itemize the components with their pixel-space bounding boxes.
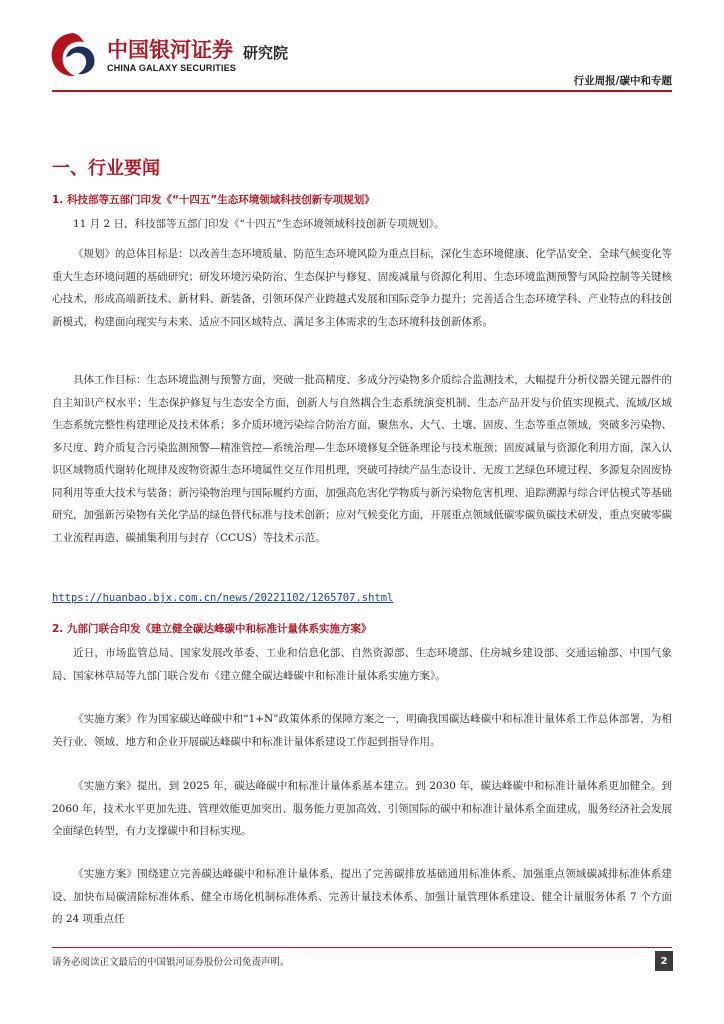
brand-name-en: CHINA GALAXY SECURITIES (107, 63, 237, 73)
news-paragraph: 《实施方案》作为国家碳达峰碳中和“1+N”政策体系的保障方案之一，明确我国碳达峰碳中和标准计量体系工作总体部署，为相关行业、领域、地方和企业开展碳达峰碳中和标准计量体系建设工作起到指导作用。 (52, 713, 672, 748)
header-divider (52, 90, 672, 92)
news-item-title: 1. 科技部等五部门印发《“十四五”生态环境领域科技创新专项规划》 (52, 194, 375, 206)
footer-divider (52, 947, 672, 948)
section-title: 一、行业要闻 (52, 158, 160, 179)
report-type-label: 行业周报/碳中和专题 (573, 75, 672, 87)
page-number: 2 (655, 951, 673, 971)
news-paragraph: 《实施方案》围绕建立完善碳达峰碳中和标准计量体系，提出了完善碳排放基础通用标准体系、加强重点领域碳减排标准体系建设、加快布局碳清除标准体系、健全市场化机制标准体系、完善计量技术体系、加强计量管理体系建设、健全计量服务体系 7 个方面的 24 项重点任 (52, 868, 672, 925)
news-item-title: 2. 九部门联合印发《建立健全碳达峰碳中和标准计量体系实施方案》 (52, 623, 372, 635)
news-paragraph: 具体工作目标：生态环境监测与预警方面，突破一批高精度、多成分污染物多介质综合监测技术，大幅提升分析仪器关键元器件的自主知识产权水平；生态保护修复与生态安全方面，创新人与自然耦合生态系统演变机制、生态产品开发与价值实现模式、流域/区域生态系统完整性构建理论及技术体系；多介质环境污染综合防治方面，聚焦水、大气、土壤、固废、生态等重点领域，突破多污染物、多尺度、跨介质复合污染监测预警—精准管控—系统治理—生态环境修复全链条理论与技术瓶颈；固废减量与资源化利用方面，深入认识区域物质代谢转化规律及废物资源生态环境属性交互作用机理，突破可持续产品生态设计、无废工艺绿色环境过程、多源复杂固废协同利用等重大技术与装备；新污染物治理与国际履约方面，加强高危害化学物质与新污染物危害机理、追踪溯源与综合评估模式等基础研究，加强新污染物有关化学品的绿色替代标准与技术创新；应对气候变化方面，开展重点领域低碳零碳负碳技术研发，重点突破零碳工业流程再造、碳捕集利用与封存（CCUS）等技术示范。 (52, 374, 672, 544)
news-paragraph: 11 月 2 日，科技部等五部门印发《“十四五”生态环境领域科技创新专项规划》。 (73, 218, 445, 230)
news-paragraph: 《实施方案》提出，到 2025 年，碳达峰碳中和标准计量体系基本建立。到 2030 年，碳达峰碳中和标准计量体系更加健全。到 2060 年，技术水平更加先进、管理效能更加突出、服务能力更加高效、引领国际的碳中和标准计量体系全面建成，服务经济社会发展全面绿色转型，有力支撑碳中和目标实现。 (52, 780, 672, 837)
news-paragraph: 近日，市场监管总局、国家发展改革委、工业和信息化部、自然资源部、生态环境部、住房城乡建设部、交通运输部、中国气象局、国家林草局等九部门联合发布《建立健全碳达峰碳中和标准计量体系实施方案》。 (52, 647, 672, 682)
news-paragraph: 《规划》的总体目标是：以改善生态环境质量、防范生态环境风险为重点目标，深化生态环境健康、化学品安全、全球气候变化等重大生态环境问题的基础研究；研发环境污染防治、生态保护与修复、固废减量与资源化利用、生态环境监测预警与风险控制等关键核心技术，形成高端新技术、新材料、新装备，引领环保产业跨越式发展和国际竞争力提升；完善适合生态环境学科、产业特点的科技创新模式，构建面向现实与未来、适应不同区域特点、满足多主体需求的生态环境科技创新体系。 (52, 248, 672, 328)
source-link[interactable]: https://huanbao.bjx.com.cn/news/20221102/1265707.shtml (52, 592, 394, 604)
brand-name-cn: 中国银河证券 (107, 38, 233, 62)
page-header (0, 0, 724, 92)
galaxy-logo-icon (48, 30, 98, 80)
institute-label: 研究院 (243, 44, 289, 62)
footer-disclaimer: 请务必阅读正文最后的中国银河证券股份公司免责声明。 (52, 957, 290, 968)
